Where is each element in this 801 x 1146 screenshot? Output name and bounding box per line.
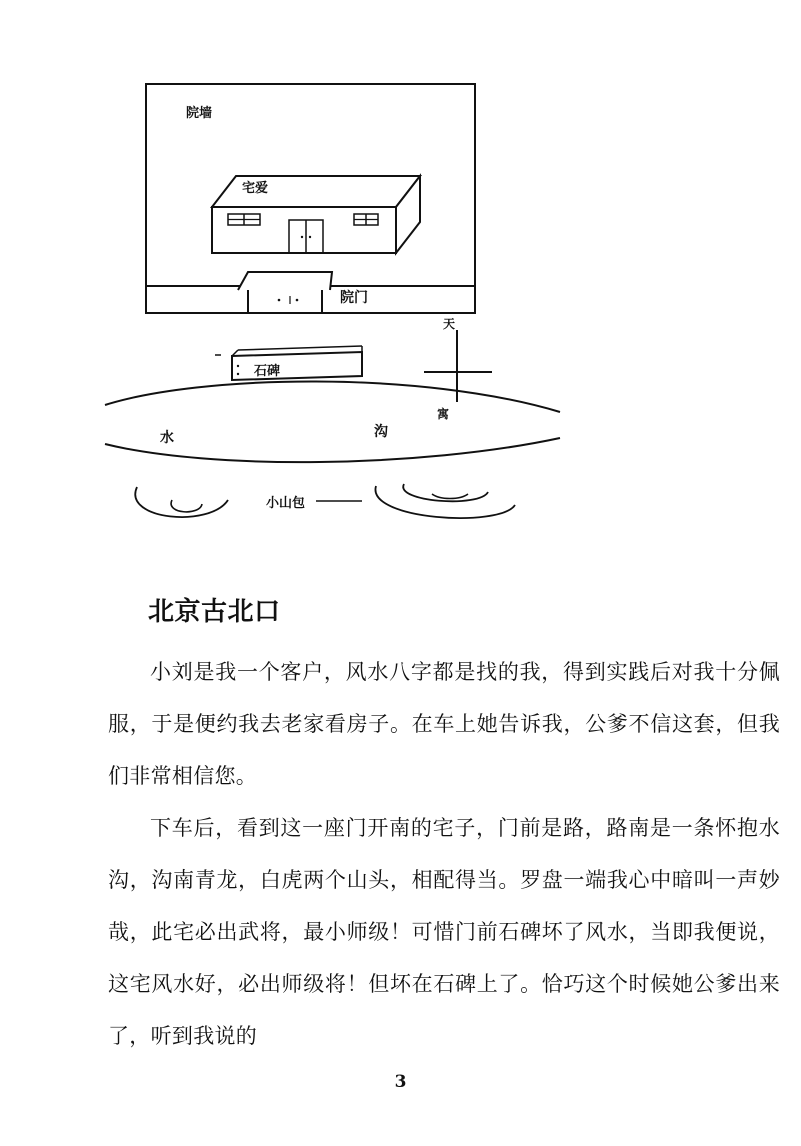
section-title: 北京古北口 xyxy=(148,597,281,627)
ditch-label: 沟 xyxy=(374,424,388,440)
compass-north-label: 天 xyxy=(443,317,456,331)
gate xyxy=(238,272,332,312)
water-label: 水 xyxy=(160,430,174,446)
paragraph: 小刘是我一个客户，风水八字都是找的我，得到实践后对我十分佩服，于是便约我去老家看房子。在车上她告诉我，公爹不信这套，但我们非常相信您。 xyxy=(108,660,780,788)
paragraph: 下车后，看到这一座门开南的宅子，门前是路，路南是一条怀抱水沟，沟南青龙，白虎两个山头，相配得当。罗盘一端我心中暗叫一声妙哉，此宅必出武将，最小师级！可惜门前石碑坏了风水，当即我便说，这宅风水好，必出师级将！但坏在石碑上了。恰巧这个时候她公爹出来了，听到我说的 xyxy=(108,816,780,1048)
house-label: 宅爱 xyxy=(242,181,269,196)
stone-tablet-label: 石碑 xyxy=(254,364,281,379)
body-text xyxy=(108,646,780,1062)
hill-label: 小山包 xyxy=(266,496,306,511)
right-hill xyxy=(375,484,515,518)
stone-tablet xyxy=(232,346,362,380)
yard-wall-label: 院墙 xyxy=(186,106,213,121)
left-hill xyxy=(135,487,228,517)
page-number: 3 xyxy=(394,1072,407,1092)
compass-south-label: 寓 xyxy=(437,407,450,421)
feng-shui-sketch xyxy=(0,0,801,560)
gate-label: 院门 xyxy=(340,290,368,306)
ditch-inner-curve xyxy=(105,381,560,412)
